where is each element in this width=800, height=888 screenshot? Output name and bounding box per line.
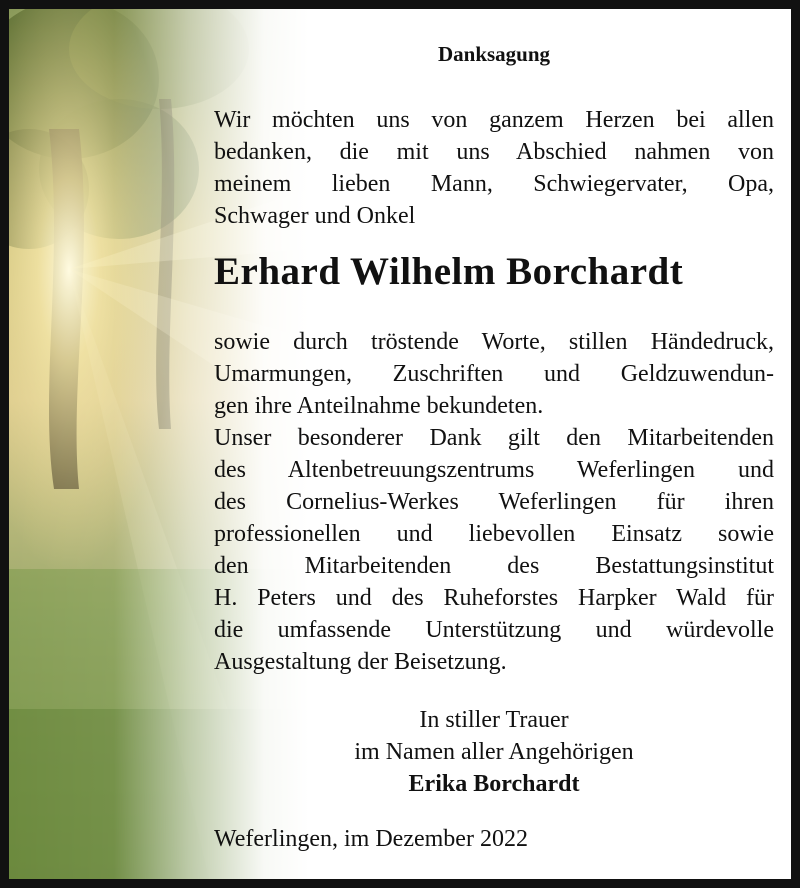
text-line: gen ihre Anteilnahme bekundeten. [214, 393, 544, 419]
signer-name: Erika Borchardt [408, 771, 580, 797]
text-line: des Cornelius-Werkes Weferlingen für ihren [214, 489, 774, 515]
signoff-line: im Namen aller Angehörigen [354, 739, 634, 765]
signoff-line: In stiller Trauer [419, 707, 569, 733]
text-line: bedanken, die mit uns Abschied nahmen von [214, 139, 774, 165]
text-line: meinem lieben Mann, Schwiegervater, Opa, [214, 171, 774, 197]
text-line: Ausgestaltung der Beisetzung. [214, 649, 507, 675]
body-paragraph [214, 326, 774, 678]
text-line: des Altenbetreuungszentrums Weferlingen und [214, 457, 774, 483]
text-line: Schwager und Onkel [214, 203, 416, 229]
text-line: H. Peters und des Ruheforstes Harpker Wald für [214, 585, 774, 611]
text-line: sowie durch tröstende Worte, stillen Händedruck, [214, 329, 774, 355]
place-date: Weferlingen, im Dezember 2022 [214, 826, 528, 852]
text-line: Umarmungen, Zuschriften und Geldzuwendun- [214, 361, 774, 387]
intro-paragraph [214, 104, 774, 232]
text-line: Unser besonderer Dank gilt den Mitarbeitenden [214, 425, 774, 451]
text-line: professionellen und liebevollen Einsatz sowie [214, 521, 774, 547]
signoff-block [214, 704, 774, 800]
deceased-name: Erhard Wilhelm Borchardt [214, 250, 684, 293]
text-line: die umfassende Unterstützung und würdevolle [214, 617, 774, 643]
text-line: den Mitarbeitenden des Bestattungsinstitut [214, 553, 774, 579]
text-line: Wir möchten uns von ganzem Herzen bei allen [214, 107, 774, 133]
notice-title: Danksagung [437, 42, 551, 66]
